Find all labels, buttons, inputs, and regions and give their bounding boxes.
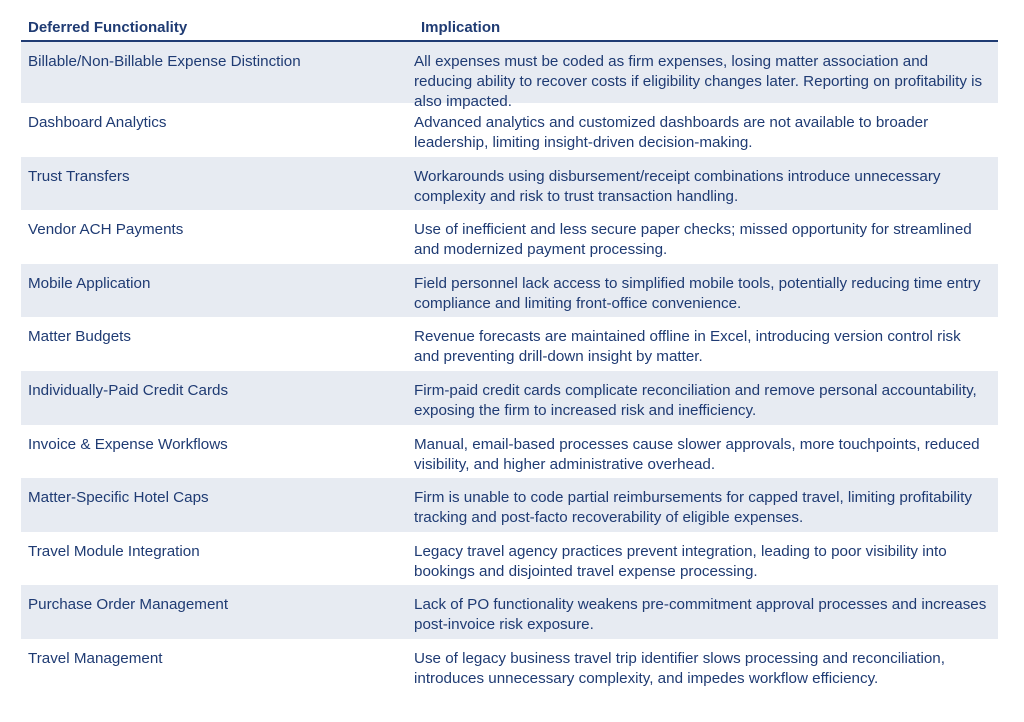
- table-row: [21, 103, 998, 157]
- implication-cell: Workarounds using disbursement/receipt combinations introduce unnecessary complexity and risk to trust transaction handling.: [414, 167, 941, 205]
- table-row: [21, 42, 998, 110]
- table-row: [21, 210, 998, 264]
- table-row: [21, 317, 998, 371]
- deferred-functionality-table: [21, 12, 998, 693]
- table-row: [21, 532, 998, 586]
- implication-cell: Firm is unable to code partial reimbursements for capped travel, limiting profitability tracking and post-facto recoverability of eligible expenses.: [414, 489, 972, 527]
- functionality-cell: Purchase Order Management: [28, 596, 229, 614]
- functionality-cell: Individually-Paid Credit Cards: [28, 381, 229, 399]
- implication-cell: Manual, email-based processes cause slower approvals, more touchpoints, reduced visibility, and higher administrative overhead.: [414, 435, 980, 473]
- functionality-cell: Matter-Specific Hotel Caps: [28, 489, 209, 507]
- implication-cell: Lack of PO functionality weakens pre-commitment approval processes and increases post-invoice risk exposure.: [414, 596, 987, 634]
- table-row: [21, 639, 998, 693]
- functionality-cell: Matter Budgets: [28, 328, 131, 346]
- implication-cell: Use of inefficient and less secure paper checks; missed opportunity for streamlined and modernized payment processing.: [414, 221, 972, 259]
- implication-cell: Field personnel lack access to simplified mobile tools, potentially reducing time entry compliance and limiting front-office convenience.: [414, 274, 981, 312]
- functionality-cell: Vendor ACH Payments: [28, 221, 184, 239]
- functionality-cell: Travel Module Integration: [28, 542, 200, 560]
- implication-cell: Legacy travel agency practices prevent integration, leading to poor visibility into bookings and disjointed travel expense processing.: [414, 542, 947, 580]
- table-row: [21, 478, 998, 532]
- table-row: [21, 585, 998, 639]
- header-functionality: Deferred Functionality: [28, 19, 188, 36]
- implication-cell: Firm-paid credit cards complicate reconciliation and remove personal accountability, exposing the firm to increased risk and inefficiency.: [414, 381, 977, 419]
- implication-cell: Revenue forecasts are maintained offline in Excel, introducing version control risk and preventing drill-down insight by matter.: [414, 328, 961, 366]
- functionality-cell: Dashboard Analytics: [28, 114, 167, 131]
- table-header: [21, 12, 998, 42]
- functionality-cell: Travel Management: [28, 649, 163, 667]
- implication-cell: All expenses must be coded as firm expenses, losing matter association and reducing ability to recover costs if eligibility changes later. Reporting on profitability is also impacted.: [414, 53, 983, 110]
- functionality-cell: Billable/Non-Billable Expense Distinction: [28, 53, 301, 70]
- table-row: [21, 264, 998, 318]
- functionality-cell: Invoice & Expense Workflows: [28, 435, 228, 453]
- table-row: [21, 371, 998, 425]
- implication-cell: Use of legacy business travel trip identifier slows processing and reconciliation, introduces unnecessary complexity, and impedes workflow efficiency.: [414, 649, 945, 687]
- table-row: [21, 157, 998, 211]
- functionality-cell: Trust Transfers: [28, 167, 130, 185]
- implication-cell: Advanced analytics and customized dashboards are not available to broader leadership, limiting insight-driven decision-making.: [414, 114, 929, 151]
- functionality-cell: Mobile Application: [28, 274, 151, 292]
- header-implication: Implication: [421, 19, 501, 36]
- table-row: [21, 425, 998, 479]
